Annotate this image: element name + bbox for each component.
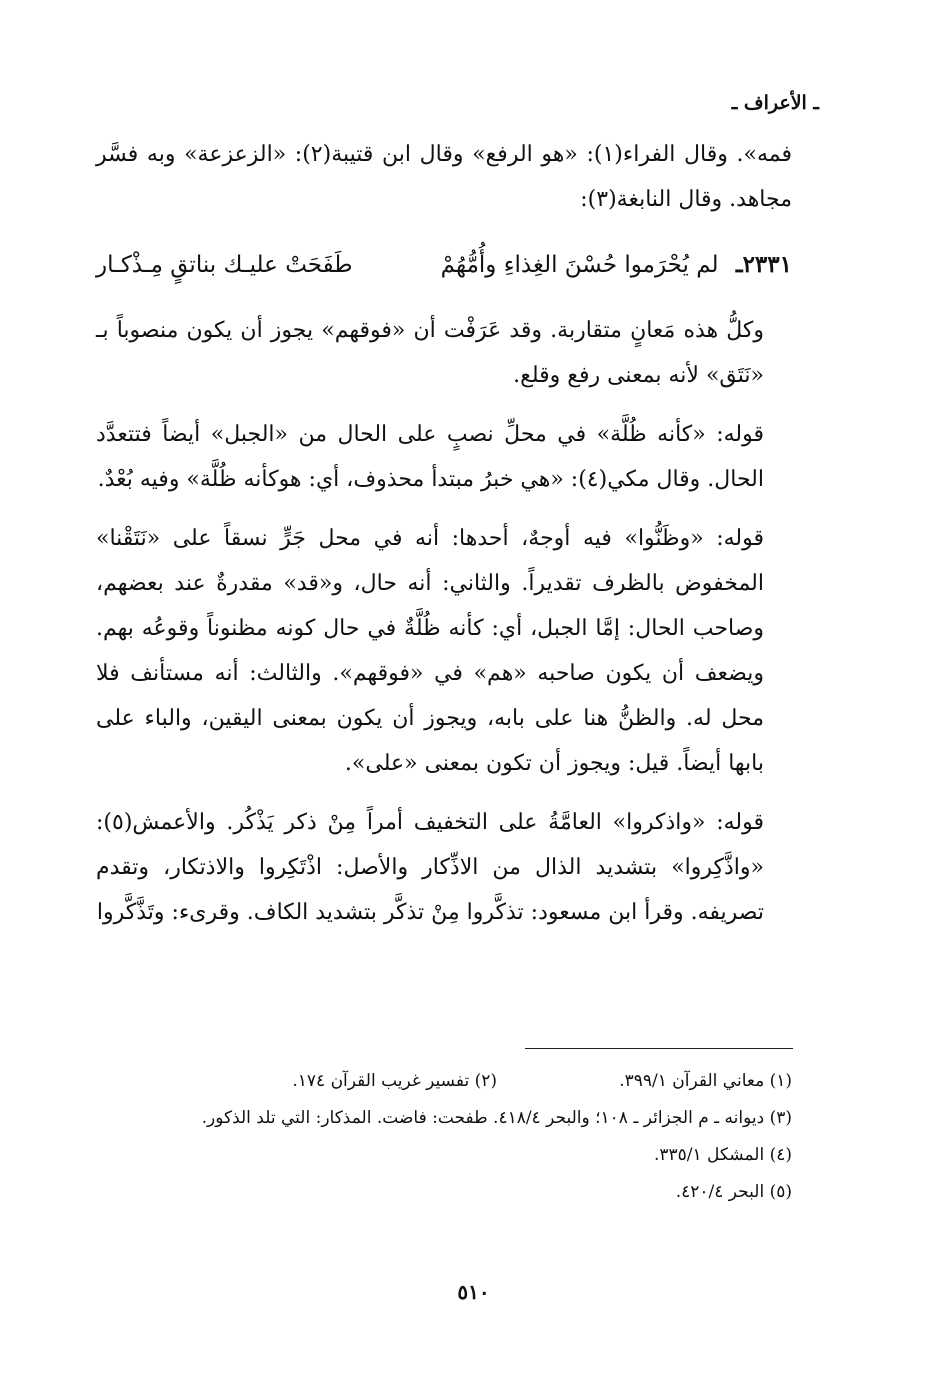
paragraph-2: وكلُّ هذه مَعانٍ متقاربة. وقد عَرَفْت أن «فوقهم» يجوز أن يكون منصوباً بـ «نَتَق» لأنه بمعنى رفع وقلع. xyxy=(96,318,764,388)
verse-hemistich-b: طَفَحَتْ عليـك بناتقٍ مِـذْكـار xyxy=(96,252,353,278)
footnote-divider xyxy=(525,1048,793,1049)
footnotes xyxy=(96,1063,792,1211)
poetry-verse xyxy=(96,242,792,288)
page-number: ٥١٠ xyxy=(457,1280,490,1304)
footnote-5: (٥) البحر ٤٢٠/٤. xyxy=(675,1182,792,1202)
footnote-3: (٣) ديوانه ـ م الجزائر ـ ١٠٨؛ والبحر ٤١٨/٤. طفحت: فاضت. المذكار: التي تلد الذكور. xyxy=(201,1108,792,1128)
main-text xyxy=(96,132,792,935)
verse-number: ٢٣٣١ـ xyxy=(735,251,792,278)
verse-first-hemistich xyxy=(441,242,792,288)
paragraph-1: فمه». وقال الفراء(١): «هو الرفع» وقال ابن قتيبة(٢): «الزعزعة» وبه فسَّر مجاهد. وقال النابغة(٣): xyxy=(96,142,792,212)
paragraph-4: قوله: «وظَنُّوا» فيه أوجهٌ، أحدها: أنه في محل جَرٍّ نسقاً على «نَتَقْنا» المخفوض بالظرف تقديراً. والثاني: أنه حال، و«قد» مقدرةٌ عند بعضهم، وصاحب الحال: إمَّا الجبل، أي: كأنه ظُلَّةٌ في حال كونه مظنوناً وقوعُه بهم. ويضعف أن يكون صاحبه «هم» في «فوقهم». والثالث: أنه مستأنف فلا محل له. والظنُّ هنا على بابه، ويجوز أن يكون بمعنى اليقين، والباء على بابها أيضاً. قيل: ويجوز أن تكون بمعنى «على». xyxy=(96,526,764,776)
running-header: ـ الأعراف ـ xyxy=(731,92,819,114)
footnote-2: (٢) تفسير غريب القرآن ١٧٤. xyxy=(292,1071,497,1091)
verse-hemistich-a: لم يُحْرَموا حُسْنَ الغِذاءِ وأُمُّهُمْ xyxy=(440,252,719,278)
footnote-4: (٤) المشكل ٣٣٥/١. xyxy=(653,1145,792,1165)
paragraph-5: قوله: «واذكروا» العامَّةُ على التخفيف أمراً مِنْ ذكر يَذْكُر. والأعمش(٥): «واذَّكِروا» بتشديد الذال من الاذِّكار والأصل: اذْتَكِروا والاذتكار، وتقدم تصريفه. وقرأ ابن مسعود: تذكَّروا مِنْ تذكَّر بتشديد الكاف. وقرىء: وتَذَّكَّروا xyxy=(96,810,764,925)
paragraph-3: قوله: «كأنه ظُلَّة» في محلِّ نصبٍ على الحال من «الجبل» أيضاً فتتعدَّد الحال. وقال مكي(٤): «هي خبرُ مبتدأ محذوف، أي: هوكأنه ظُلَّة» وفيه بُعْدٌ. xyxy=(96,422,764,492)
footnote-1: (١) معاني القرآن ٣٩٩/١. xyxy=(619,1071,792,1091)
footnote-row-1 xyxy=(96,1063,792,1100)
